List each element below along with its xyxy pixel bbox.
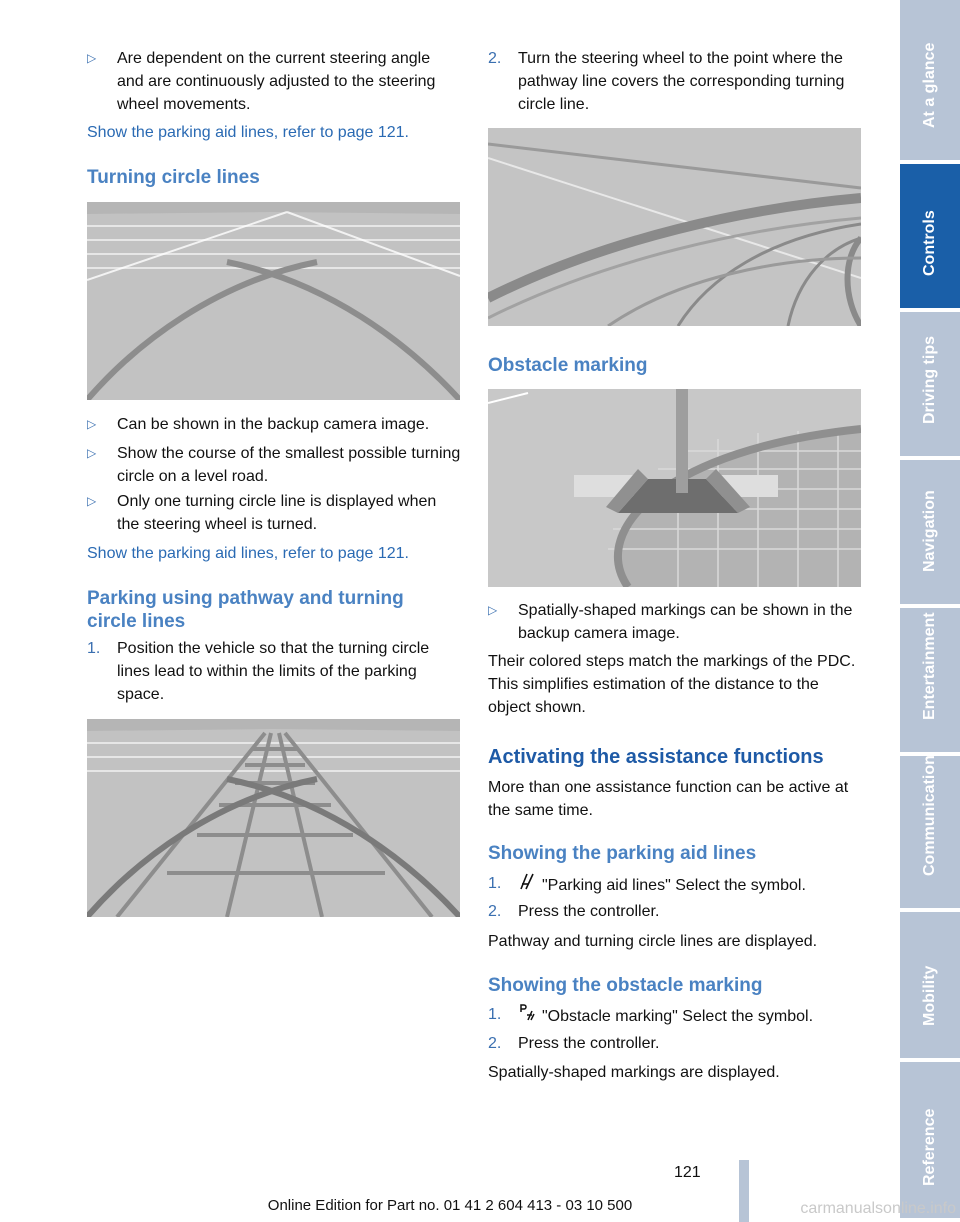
bullet-item [87,442,461,488]
page-number: 121 [674,1164,701,1181]
step-text: Press the controller. [518,1035,660,1052]
page-reference-link[interactable]: Show the parking aid lines, refer to page 121. [87,124,409,141]
page-reference-link[interactable]: Show the parking aid lines, refer to page 121. [87,545,409,562]
heading-obstacle-marking: Obstacle marking [488,355,648,376]
step-text [518,872,862,897]
numbered-step [488,900,862,923]
step-text: Position the vehicle so that the turning circle lines lead to within the limits of the parking space. [117,640,430,703]
obstacle-marking-icon[interactable] [518,1003,536,1028]
step-number: 2. [488,1035,502,1052]
bullet-text: Only one turning circle line is displayed when the steering wheel is turned. [117,493,437,533]
paragraph: Pathway and turning circle lines are displayed. [488,933,818,950]
step-label: "Obstacle marking" Select the symbol. [542,1008,814,1025]
bullet-text: Show the course of the smallest possible turning circle on a level road. [117,445,461,485]
pathway-turning-lines-figure [87,719,460,917]
step-number: 1. [87,640,101,657]
triangle-bullet-icon: ▷ [87,494,97,508]
obstacle-marking-figure [488,389,861,587]
step-number: 2. [488,903,502,920]
paragraph: More than one assistance function can be active at the same time. [488,779,849,819]
tab-at-a-glance[interactable]: At a glance [900,0,960,164]
step-number: 1. [488,875,502,892]
tab-communication[interactable]: Communication [900,756,960,912]
bullet-item [488,599,862,645]
heading-turning-circle-lines: Turning circle lines [87,167,260,188]
numbered-step [488,1032,862,1055]
tab-controls[interactable]: Controls [900,164,960,312]
bullet-text: Are dependent on the current steering angle and are continuously adjusted to the steering wheel movements. [117,50,436,113]
triangle-bullet-icon: ▷ [87,417,97,431]
footer-text: Online Edition for Part no. 01 41 2 604 413 - 03 10 500 [267,1197,633,1214]
bullet-item [87,47,461,116]
step-text [518,1003,862,1028]
numbered-step [87,637,461,706]
heading-showing-parking-lines: Showing the parking aid lines [488,843,757,864]
heading-activating: Activating the assistance functions [488,746,824,768]
turning-circle-lines-figure [87,202,460,400]
numbered-step [488,1003,862,1028]
bullet-text: Spatially-shaped markings can be shown in the backup camera image. [518,602,853,642]
tab-navigation[interactable]: Navigation [900,460,960,608]
step-text: Press the controller. [518,903,660,920]
numbered-step [488,47,862,116]
bullet-item [87,490,461,536]
tab-entertainment[interactable]: Entertainment [900,608,960,756]
bullet-item [87,413,461,436]
tab-reference[interactable]: Reference [900,1062,960,1222]
paragraph: Spatially-shaped markings are displayed. [488,1064,780,1081]
paragraph: Their colored steps match the markings of the PDC. This simplifies estimation of the distance to the object shown. [488,653,856,716]
parking-aid-lines-icon[interactable] [518,872,536,897]
triangle-bullet-icon: ▷ [488,603,498,617]
triangle-bullet-icon: ▷ [87,446,97,460]
tab-mobility[interactable]: Mobility [900,912,960,1062]
watermark: carmanualsonline.info [800,1200,956,1217]
bullet-text: Can be shown in the backup camera image. [117,416,430,433]
heading-showing-obstacle: Showing the obstacle marking [488,975,763,996]
heading-parking-pathway: Parking using pathway and turning circle lines [87,588,404,632]
step-number: 2. [488,50,502,67]
pathway-covers-turning-line-figure [488,128,861,326]
numbered-step [488,872,862,897]
triangle-bullet-icon: ▷ [87,51,97,65]
tab-driving-tips[interactable]: Driving tips [900,312,960,460]
chapter-tabs [900,0,960,1222]
step-label: "Parking aid lines" Select the symbol. [542,877,806,894]
step-text: Turn the steering wheel to the point where the pathway line covers the corresponding turning circle line. [518,50,845,113]
step-number: 1. [488,1006,502,1023]
